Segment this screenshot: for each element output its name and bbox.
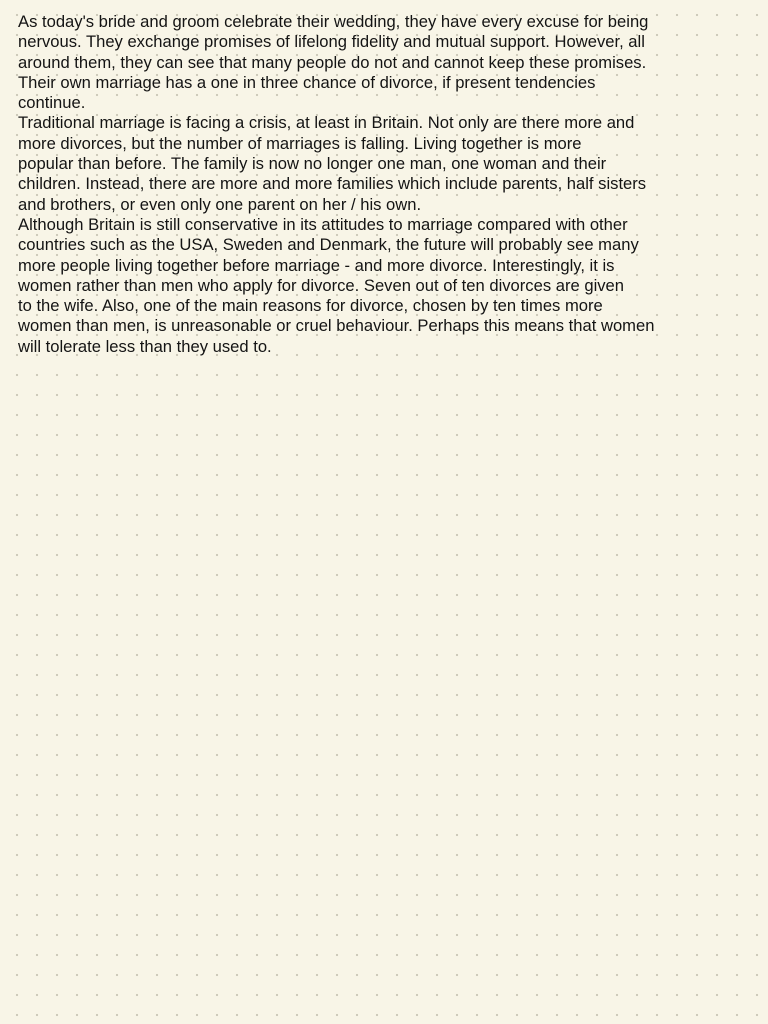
note-text-body[interactable] — [18, 12, 718, 357]
text-line: popular than before. The family is now no longer one man, one woman and their — [18, 154, 607, 174]
text-line: women rather than men who apply for divorce. Seven out of ten divorces are given — [18, 275, 625, 295]
text-line: will tolerate less than they used to. — [18, 336, 272, 356]
text-line: Although Britain is still conservative in its attitudes to marriage compared with other — [18, 214, 628, 234]
text-line: continue. — [18, 93, 86, 113]
text-line: As today's bride and groom celebrate their wedding, they have every excuse for being — [18, 12, 649, 31]
text-line: more divorces, but the number of marriages is falling. Living together is more — [18, 133, 582, 153]
text-line: more people living together before marriage - and more divorce. Interestingly, it is — [18, 255, 615, 275]
text-line: around them, they can see that many people do not and cannot keep these promises. — [18, 52, 647, 72]
text-line: children. Instead, there are more and more families which include parents, half sisters — [18, 174, 647, 194]
text-line: women than men, is unreasonable or cruel behaviour. Perhaps this means that women — [18, 316, 655, 336]
text-line: countries such as the USA, Sweden and Denmark, the future will probably see many — [18, 235, 639, 255]
text-line: Their own marriage has a one in three chance of divorce, if present tendencies — [18, 72, 596, 92]
text-line: to the wife. Also, one of the main reasons for divorce, chosen by ten times more — [18, 296, 603, 316]
text-line: and brothers, or even only one parent on her / his own. — [18, 194, 422, 214]
text-line: nervous. They exchange promises of lifelong fidelity and mutual support. However, all — [18, 32, 645, 52]
text-line: Traditional marriage is facing a crisis, at least in Britain. Not only are there more and — [18, 113, 635, 133]
